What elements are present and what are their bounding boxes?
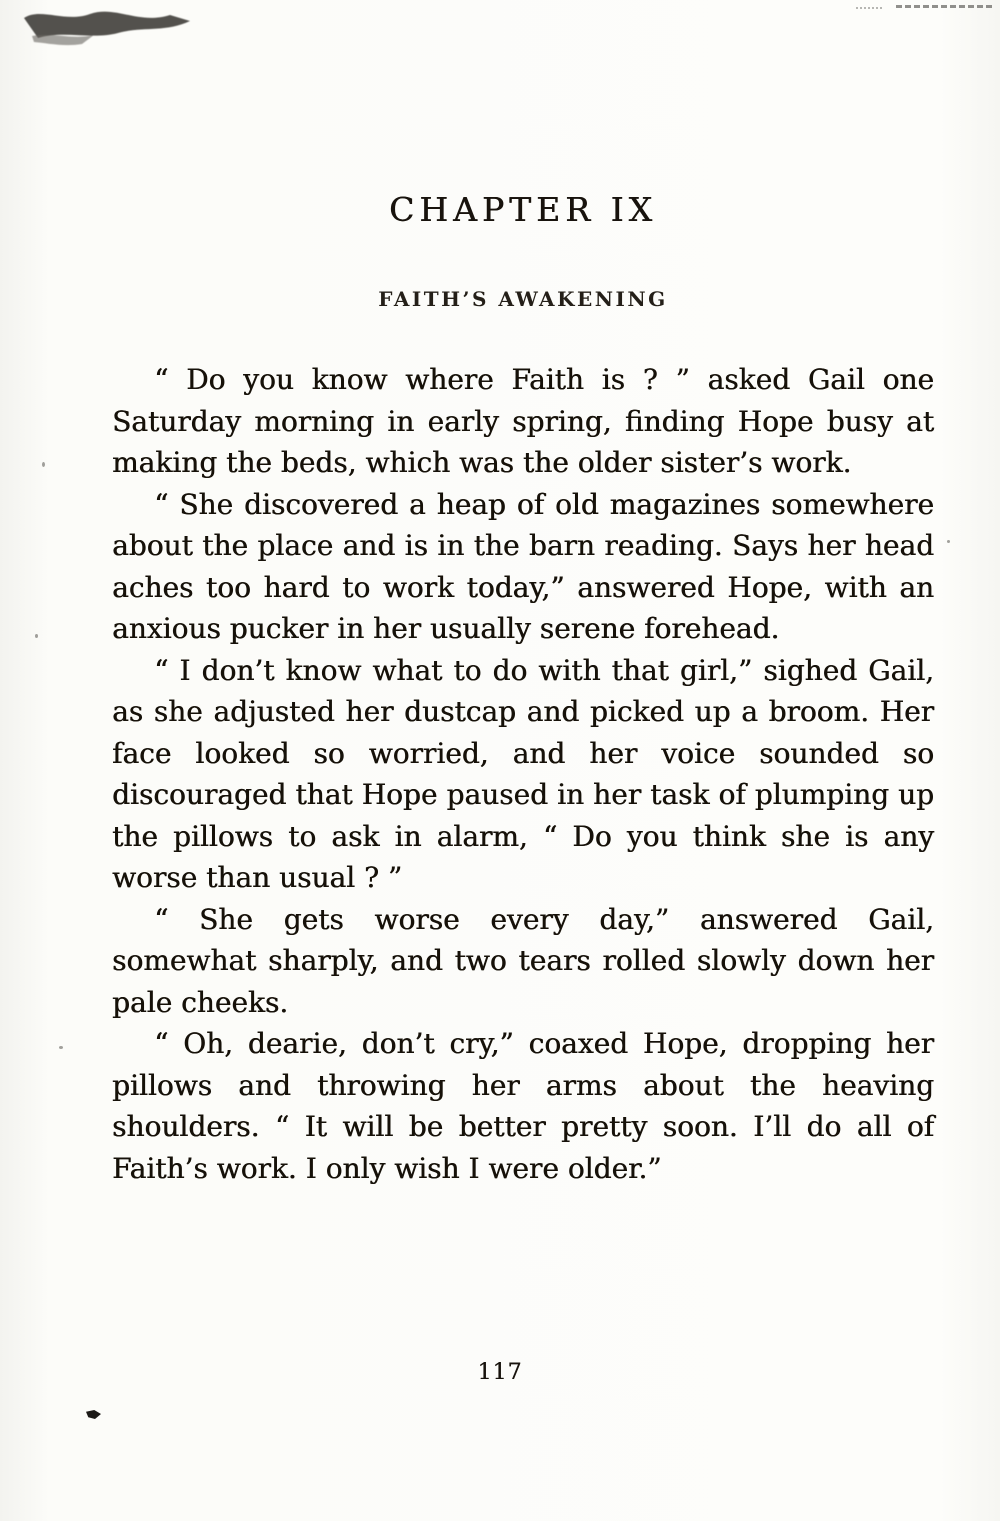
- paragraph: “ She discovered a heap of old magazines somewhere about the place and is in the barn reading. Says her head aches too hard to work today,” answered Hope, with an anxious pucker in her usually serene forehead.: [112, 487, 934, 645]
- scan-speck: [42, 462, 45, 467]
- section-title: FAITH’S AWAKENING: [378, 287, 668, 311]
- page-number: 117: [477, 1360, 523, 1385]
- scan-dash-artifact: [896, 5, 992, 8]
- scan-speck: [947, 540, 950, 543]
- text-block: [112, 190, 934, 1189]
- scan-ink-mark: [86, 1410, 101, 1419]
- body-text: [112, 359, 934, 1189]
- scan-speck: [59, 1046, 63, 1049]
- scan-smudge-artifact: [22, 2, 197, 54]
- paragraph: “ She gets worse every day,” answered Gail, somewhat sharply, and two tears rolled slowly down her pale cheeks.: [112, 902, 934, 1019]
- paragraph: “ Do you know where Faith is ? ” asked Gail one Saturday morning in early spring, finding Hope busy at making the beds, which was the older sister’s work.: [112, 363, 934, 479]
- chapter-heading: CHAPTER IX: [388, 190, 658, 229]
- scan-dash-artifact: [856, 7, 882, 9]
- scan-speck: [35, 634, 38, 638]
- paragraph: “ Oh, dearie, don’t cry,” coaxed Hope, dropping her pillows and throwing her arms about the heaving shoulders. “ It will be better pretty soon. I’ll do all of Faith’s work. I only wish I were older.”: [112, 1027, 934, 1185]
- paragraph: “ I don’t know what to do with that girl,” sighed Gail, as she adjusted her dustcap and picked up a broom. Her face looked so worried, and her voice sounded so discouraged that Hope paused in her task of plumping up the pillows to ask in alarm, “ Do you think she is any worse than usual ? ”: [112, 653, 934, 894]
